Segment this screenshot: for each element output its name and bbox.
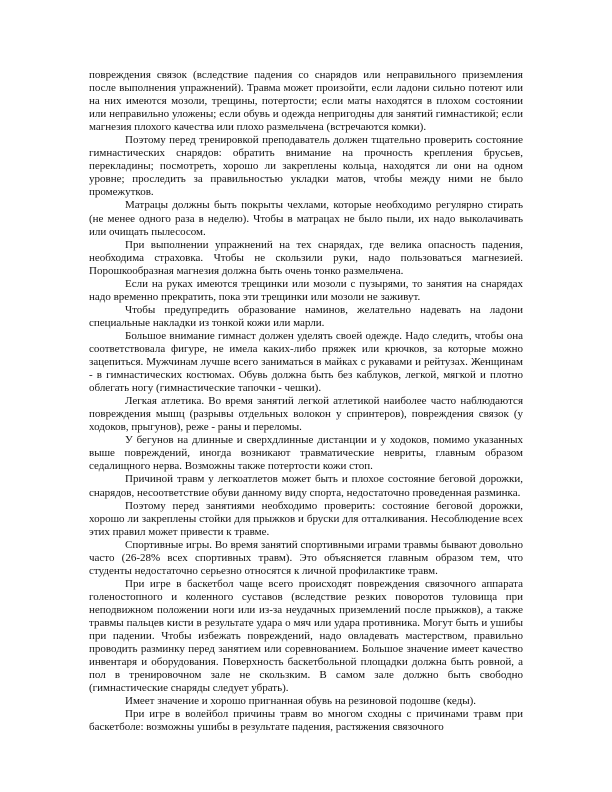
paragraph: Имеет значение и хорошо пригнанная обувь на резиновой подошве (кеды). bbox=[125, 695, 476, 708]
paragraph: Матрацы должны быть покрыты чехлами, которые необходимо регулярно стирать (не менее одного раза в неделю). Чтобы в матрацах не было пыли, их надо выколачивать или очищать пылесосом. bbox=[89, 199, 523, 238]
document-body bbox=[89, 69, 523, 734]
paragraph: повреждения связок (вследствие падения со снарядов или неправильного приземления после выполнения упражнений). Травма может произойти, если ладони сильно потеют или на них имеются мозоли, трещины, потертости; если маты находятся в плохом состоянии или неправильно уложены; если обувь и одежда непригодны для занятий гимнастикой; если магнезия плохого качества или плохо размельчена (встречаются комки). bbox=[89, 69, 523, 134]
paragraph: Спортивные игры. Во время занятий спортивными играми травмы бывают довольно часто (26-28% всех спортивных травм). Это объясняется главным образом тем, что студенты недостаточно серьезно относятся к личной профилактике травм. bbox=[89, 538, 523, 577]
paragraph: Легкая атлетика. Во время занятий легкой атлетикой наиболее часто наблюдаются повреждения мышц (разрывы отдельных волокон у спринтеров), повреждения связок (у ходоков, прыгунов), реже - раны и переломы. bbox=[89, 395, 523, 434]
paragraph: При игре в баскетбол чаще всего происходят повреждения связочного аппарата голеностопного и коленного суставов (вследствие резких поворотов туловища при неподвижном положении ноги или из-за неудачных приземлений после прыжков), а также травмы пальцев кисти в результате удара о мяч или удара противника. Могут быть и ушибы при падении. Чтобы избежать повреждений, надо овладевать мастерством, правильно проводить разминку перед занятием или соревнованием. Большое значение имеет качество инвентаря и оборудования. Поверхность баскетбольной площадки должна быть ровной, а пол в тренировочном зале не скользким. В самом зале должно быть свободно (гимнастические снаряды следует убрать). bbox=[89, 577, 523, 695]
paragraph: Чтобы предупредить образование наминов, желательно надевать на ладони специальные накладки из тонкой кожи или марли. bbox=[89, 303, 523, 329]
paragraph: Поэтому перед тренировкой преподаватель должен тщательно проверить состояние гимнастических снарядов: обратить внимание на прочность крепления брусьев, перекладины; посмотреть, хорошо ли закреплены кольца, находятся ли они на одном уровне; проследить за правильностью укладки матов, чтобы между ними не было промежутков. bbox=[89, 134, 523, 199]
paragraph: Если на руках имеются трещинки или мозоли с пузырями, то занятия на снарядах надо временно прекратить, пока эти трещинки или мозоли не заживут. bbox=[89, 277, 523, 303]
paragraph: При выполнении упражнений на тех снарядах, где велика опасность падения, необходима страховка. Чтобы не скользили руки, надо пользоваться магнезией. Порошкообразная магнезия должна быть очень тонко размельчена. bbox=[89, 238, 523, 277]
paragraph: Поэтому перед занятиями необходимо проверить: состояние беговой дорожки, хорошо ли закреплены стойки для прыжков и бруски для отталкивания. Несоблюдение всех этих правил может привести к травме. bbox=[89, 499, 523, 538]
paragraph: Причиной травм у легкоатлетов может быть и плохое состояние беговой дорожки, снарядов, несоответствие обуви данному виду спорта, недостаточно проведенная разминка. bbox=[89, 473, 523, 499]
paragraph: При игре в волейбол причины травм во многом сходны с причинами травм при баскетболе: возможны ушибы в результате падения, растяжения связочного bbox=[89, 708, 523, 734]
paragraph: У бегунов на длинные и сверхдлинные дистанции и у ходоков, помимо указанных выше повреждений, иногда возникают травматические невриты, главным образом седалищного нерва. Возможны также потертости кожи стоп. bbox=[89, 434, 523, 473]
paragraph: Большое внимание гимнаст должен уделять своей одежде. Надо следить, чтобы она соответствовала фигуре, не имела каких-либо пряжек или крючков, за которые можно зацепиться. Мужчинам лучше всего заниматься в майках с рукавами и рейтузах. Женщинам - в гимнастических костюмах. Обувь должна быть без каблуков, легкой, мягкой и плотно облегать ногу (гимнастические тапочки - чешки). bbox=[89, 329, 523, 395]
